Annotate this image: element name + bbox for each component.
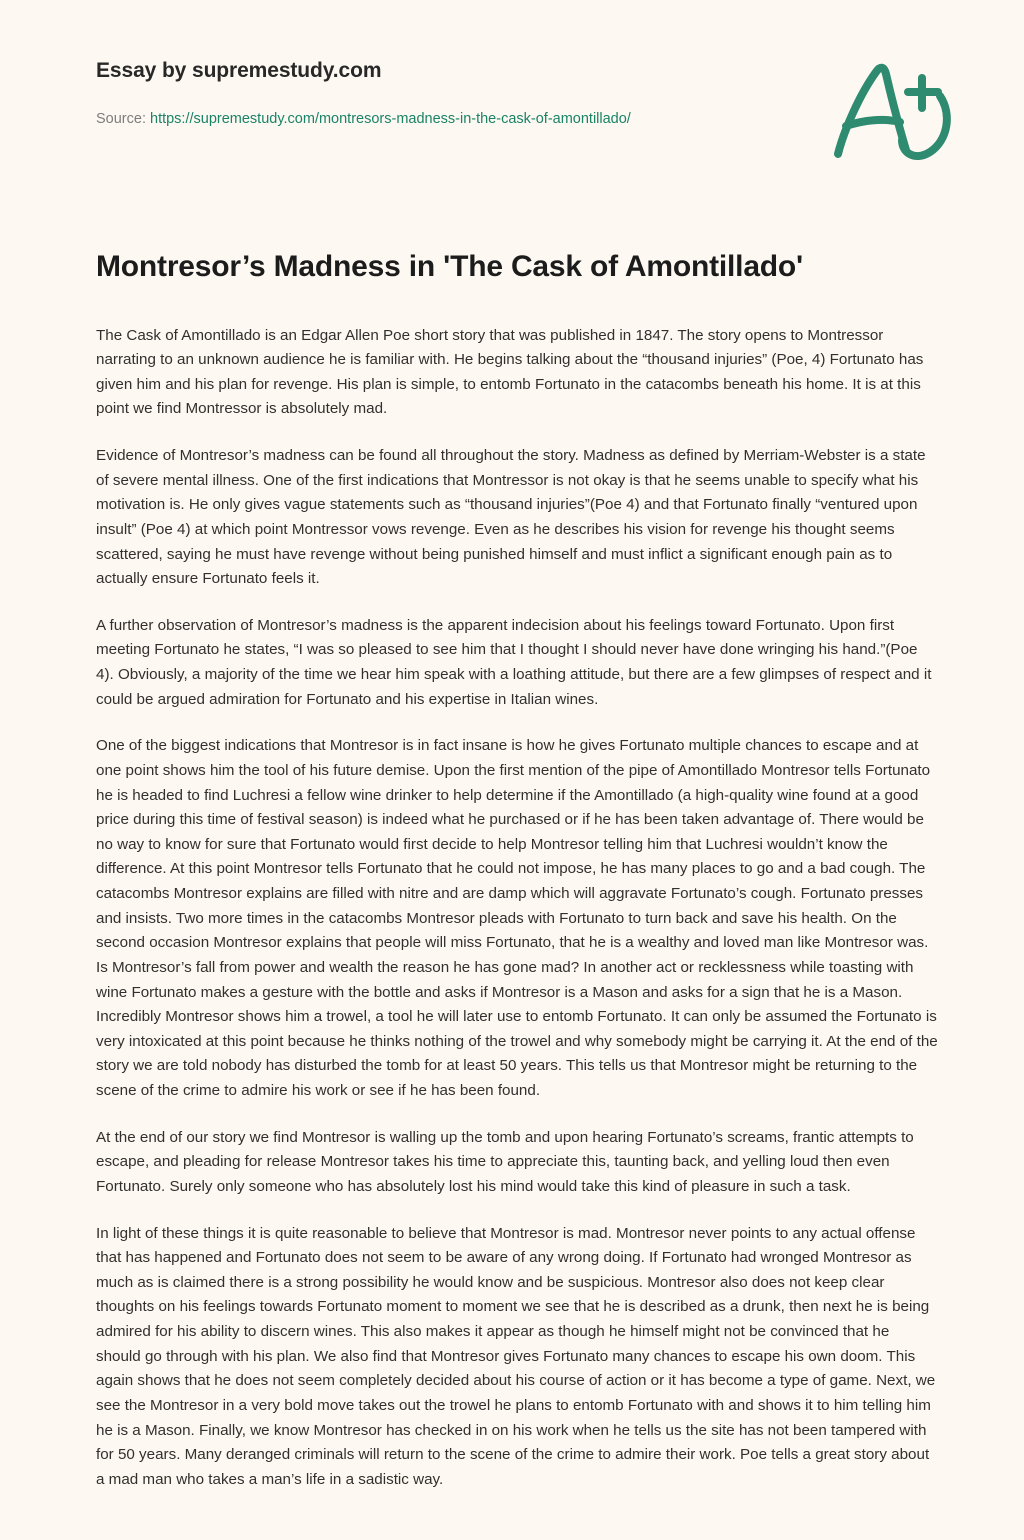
paragraph-4: One of the biggest indications that Montresor is in fact insane is how he gives Fortunato multiple chances to escape and at one point shows him the tool of his future demise. Upon the first mention of the pipe of Amontillado Montresor tells Fortunato he is headed to find Luchresi a fellow wine drinker to help determine if the Amontillado (a high-quality wine found at a good price during this time of festival season) is indeed what he purchased or if he has been taken advantage of. There would be no way to know for sure that Fortunato would first decide to help Montresor telling him that Luchresi wouldn’t know the difference. At this point Montresor tells Fortunato that he could not impose, he has many places to go and a bad cough. The catacombs Montresor explains are filled with nitre and are damp which will aggravate Fortunato’s cough. Fortunato presses and insists. Two more times in the catacombs Montresor pleads with Fortunato to turn back and save his health. On the second occasion Montresor explains that people will miss Fortunato, that he is a wealthy and loved man like Montresor was. Is Montresor’s fall from power and wealth the reason he has gone mad? In another act or recklessness while toasting with wine Fortunato makes a gesture with the bottle and asks if Montresor is a Mason and asks for a sign that he is a Mason. Incredibly Montresor shows him a trowel, a tool he will later use to entomb Fortunato. It can only be assumed the Fortunato is very intoxicated at this point because he thinks nothing of the trowel and why somebody might be carrying it. At the end of the story we are told nobody has disturbed the tomb for at least 50 years. This tells us that Montresor might be returning to the scene of the crime to admire his work or see if he has been found.: [96, 737, 938, 1099]
source-label: Source:: [96, 111, 150, 128]
page-title: Montresor’s Madness in 'The Cask of Amontillado': [96, 250, 803, 283]
site-brand: Essay by supremestudy.com: [96, 59, 382, 82]
source-line: [96, 109, 960, 129]
source-url-link[interactable]: https://supremestudy.com/montresors-madness-in-the-cask-of-amontillado/: [150, 111, 631, 128]
paragraph-1: The Cask of Amontillado is an Edgar Allen Poe short story that was published in 1847. The story opens to Montressor narrating to an unknown audience he is familiar with. He begins talking about the “thousand injuries” (Poe, 4) Fortunato has given him and his plan for revenge. His plan is simple, to entomb Fortunato in the catacombs beneath his home. It is at this point we find Montressor is absolutely mad.: [96, 326, 924, 418]
article-body: [96, 324, 938, 1493]
paragraph-6: In light of these things it is quite reasonable to believe that Montresor is mad. Montresor never points to any actual offense that has happened and Fortunato does not seem to be aware of any wrong doing. If Fortunato had wronged Montresor as much as is claimed there is a strong possibility he would know and be suspicious. Montresor also does not keep clear thoughts on his feelings towards Fortunato moment to moment we see that he is described as a drunk, then next he is being admired for his ability to discern wines. This also makes it appear as though he himself might not be convinced that he should go through with his plan. We also find that Montresor gives Fortunato many chances to escape his own doom. This again shows that he does not seem completely decided about his course of action or it has become a type of game. Next, we see the Montresor in a very bold move takes out the trowel he plans to entomb Fortunato with and shows it to him telling him he is a Mason. Finally, we know Montresor has checked in on his work when he tells us the site has not been tampered with for 50 years. Many deranged criminals will return to the scene of the crime to admire their work. Poe tells a great story about a mad man who takes a man’s life in a sadistic way.: [96, 1224, 936, 1488]
essay-article: [0, 248, 1024, 1540]
paragraph-2: Evidence of Montresor’s madness can be found all throughout the story. Madness as defined by Merriam-Webster is a state of severe mental illness. One of the first indications that Montressor is not okay is that he seems unable to specify what his motivation is. He only gives vague statements such as “thousand injuries”(Poe 4) and that Fortunato finally “ventured upon insult” (Poe 4) at which point Montressor vows revenge. Even as he describes his vision for revenge his thought seems scattered, saying he must have revenge without being punished himself and must inflict a significant enough pain as to actually ensure Fortunato feels it.: [96, 447, 926, 588]
paragraph-5: At the end of our story we find Montresor is walling up the tomb and upon hearing Fortunato’s screams, frantic attempts to escape, and pleading for release Montresor takes his time to appreciate this, taunting back, and yelling loud then even Fortunato. Surely only someone who has absolutely lost his mind would take this kind of pleasure in such a task.: [96, 1128, 914, 1195]
page-header: [0, 0, 1024, 190]
paragraph-3: A further observation of Montresor’s madness is the apparent indecision about his feelings toward Fortunato. Upon first meeting Fortunato he states, “I was so pleased to see him that I thought I should never have done wringing his hand.”(Poe 4). Obviously, a majority of the time we hear him speak with a loathing attitude, but there are a few glimpses of respect and it could be argued admiration for Fortunato and his expertise in Italian wines.: [96, 616, 932, 708]
